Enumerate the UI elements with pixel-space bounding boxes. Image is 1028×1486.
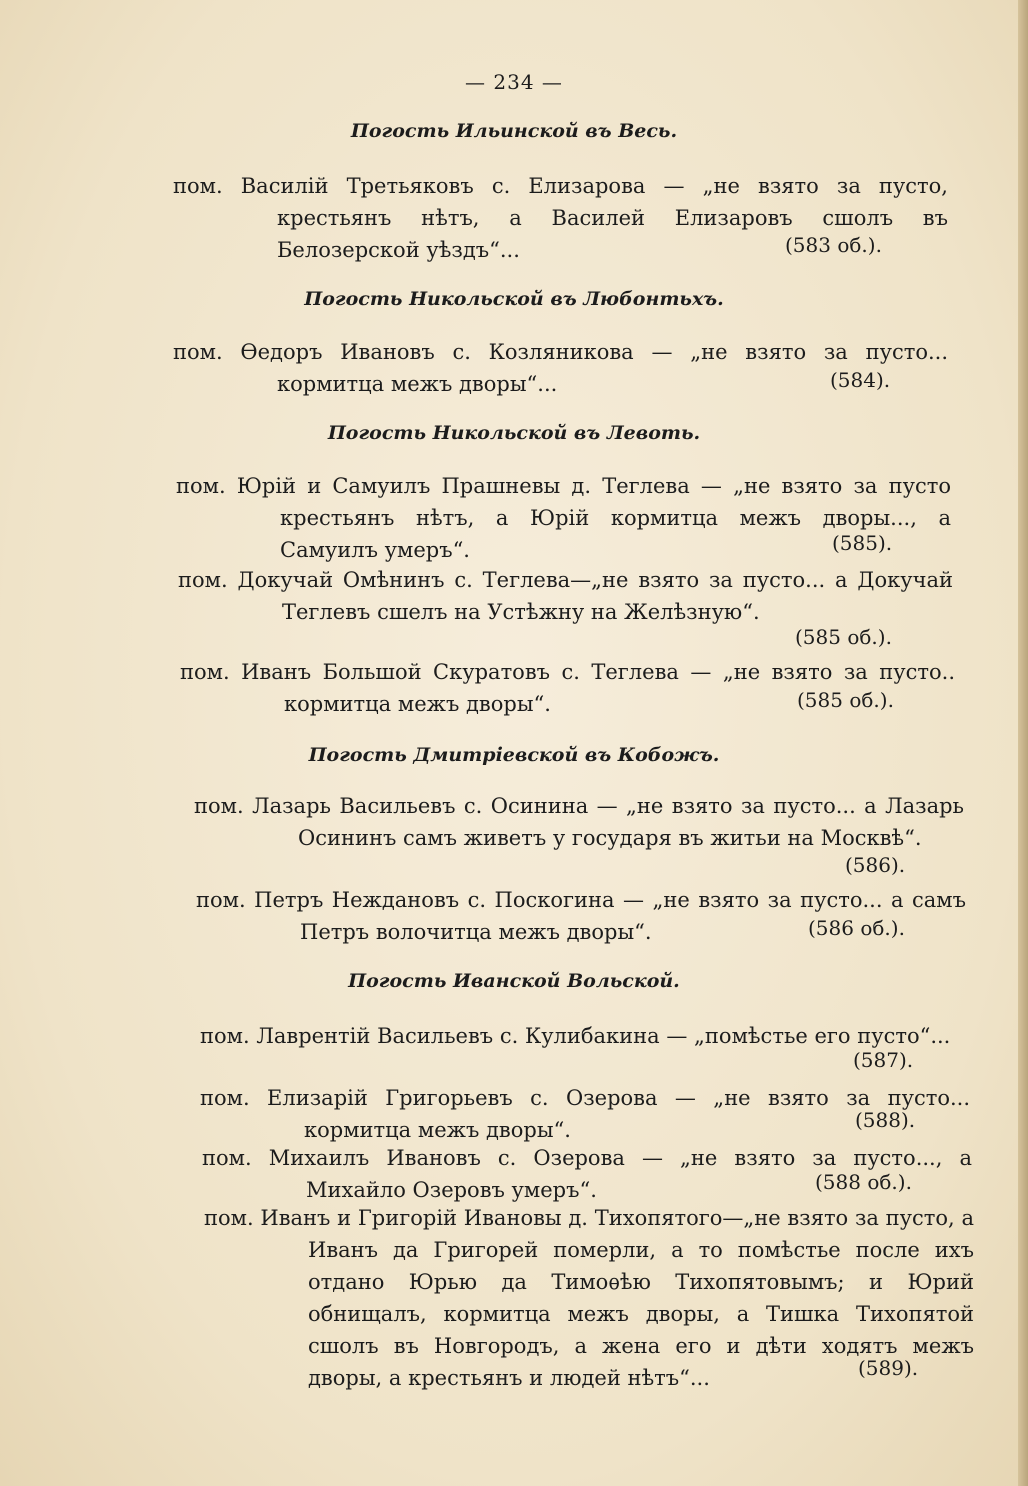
- entry-text: пом. Лаврентій Васильевъ с. Кулибакина — „помѣстье его пусто“...: [200, 1024, 951, 1048]
- entry-text: пом. Елизарій Григорьевъ с. Озерова — „не взято за пусто... кормитца межъ дворы“.: [200, 1086, 970, 1142]
- entry-text: пом. Петръ Неждановъ с. Поскогина — „не взято за пусто... а самъ Петръ волочитца межъ дворы“.: [196, 888, 966, 944]
- entry-text: пом. Лазарь Васильевъ с. Осинина — „не взято за пусто... а Лазарь Осининъ самъ живетъ у государя въ житьи на Москвѣ“.: [194, 794, 964, 850]
- entry-reference: (584).: [830, 368, 891, 392]
- page-edge: [1018, 0, 1028, 1486]
- entry-text: пом. Ѳедоръ Ивановъ с. Козляникова — „не взято за пусто... кормитца межъ дворы“...: [173, 340, 948, 396]
- entry-reference: (585 об.).: [797, 688, 894, 712]
- section-heading: Погость Никольской въ Любонтьхъ.: [304, 288, 724, 310]
- section-heading: Погость Никольской въ Левоть.: [327, 422, 701, 444]
- entry: [178, 564, 953, 628]
- entry-reference: (586 об.).: [808, 916, 905, 940]
- entry-reference: (585 об.).: [795, 625, 892, 649]
- entry-text: пом. Иванъ и Григорій Ивановы д. Тихопятого—„не взято за пусто, а Иванъ да Григорей померли, а то помѣстье после ихъ отдано Юрью да Тимоѳѣю Тихопятовымъ; и Юрий обнищалъ, кормитца межъ дворы, а Тишка Тихопятой сшолъ въ Новгородъ, а жена его и дѣти ходятъ межъ дворы, а крестьянъ и людей нѣтъ“...: [204, 1206, 974, 1390]
- entry-reference: (587).: [853, 1048, 914, 1072]
- entry-text: пом. Василій Третьяковъ с. Елизарова — „не взято за пусто, крестьянъ нѣтъ, а Василей Елизаровъ сшолъ въ Белозерской уѣздъ“...: [173, 174, 948, 262]
- entry-reference: (585).: [832, 531, 893, 555]
- entry-reference: (588 об.).: [815, 1170, 912, 1194]
- entry-text: пом. Иванъ Большой Скуратовъ с. Теглева — „не взято за пусто.. кормитца межъ дворы“.: [180, 660, 955, 716]
- entry-text: пом. Михаилъ Ивановъ с. Озерова — „не взято за пусто..., а Михайло Озеровъ умеръ“.: [202, 1146, 972, 1202]
- entry-text: пом. Юрій и Самуилъ Прашневы д. Теглева — „не взято за пусто крестьянъ нѣтъ, а Юрій кормитца межъ дворы..., а Самуилъ умеръ“.: [176, 474, 951, 562]
- entry-reference: (588).: [855, 1108, 916, 1132]
- entry: [194, 790, 964, 854]
- entry-reference: (586).: [845, 853, 906, 877]
- entry-reference: (583 об.).: [785, 233, 882, 257]
- page-number: — 234 —: [465, 70, 563, 94]
- section-heading: Погость Дмитріевской въ Кобожъ.: [308, 744, 720, 766]
- entry-reference: (589).: [858, 1356, 919, 1380]
- section-heading: Погость Ильинской въ Весь.: [350, 120, 678, 142]
- section-heading: Погость Иванской Вольской.: [348, 970, 680, 992]
- entry-text: пом. Докучай Омѣнинъ с. Теглева—„не взято за пусто... а Докучай Теглевъ сшелъ на Устѣжну на Желѣзную“.: [178, 568, 953, 624]
